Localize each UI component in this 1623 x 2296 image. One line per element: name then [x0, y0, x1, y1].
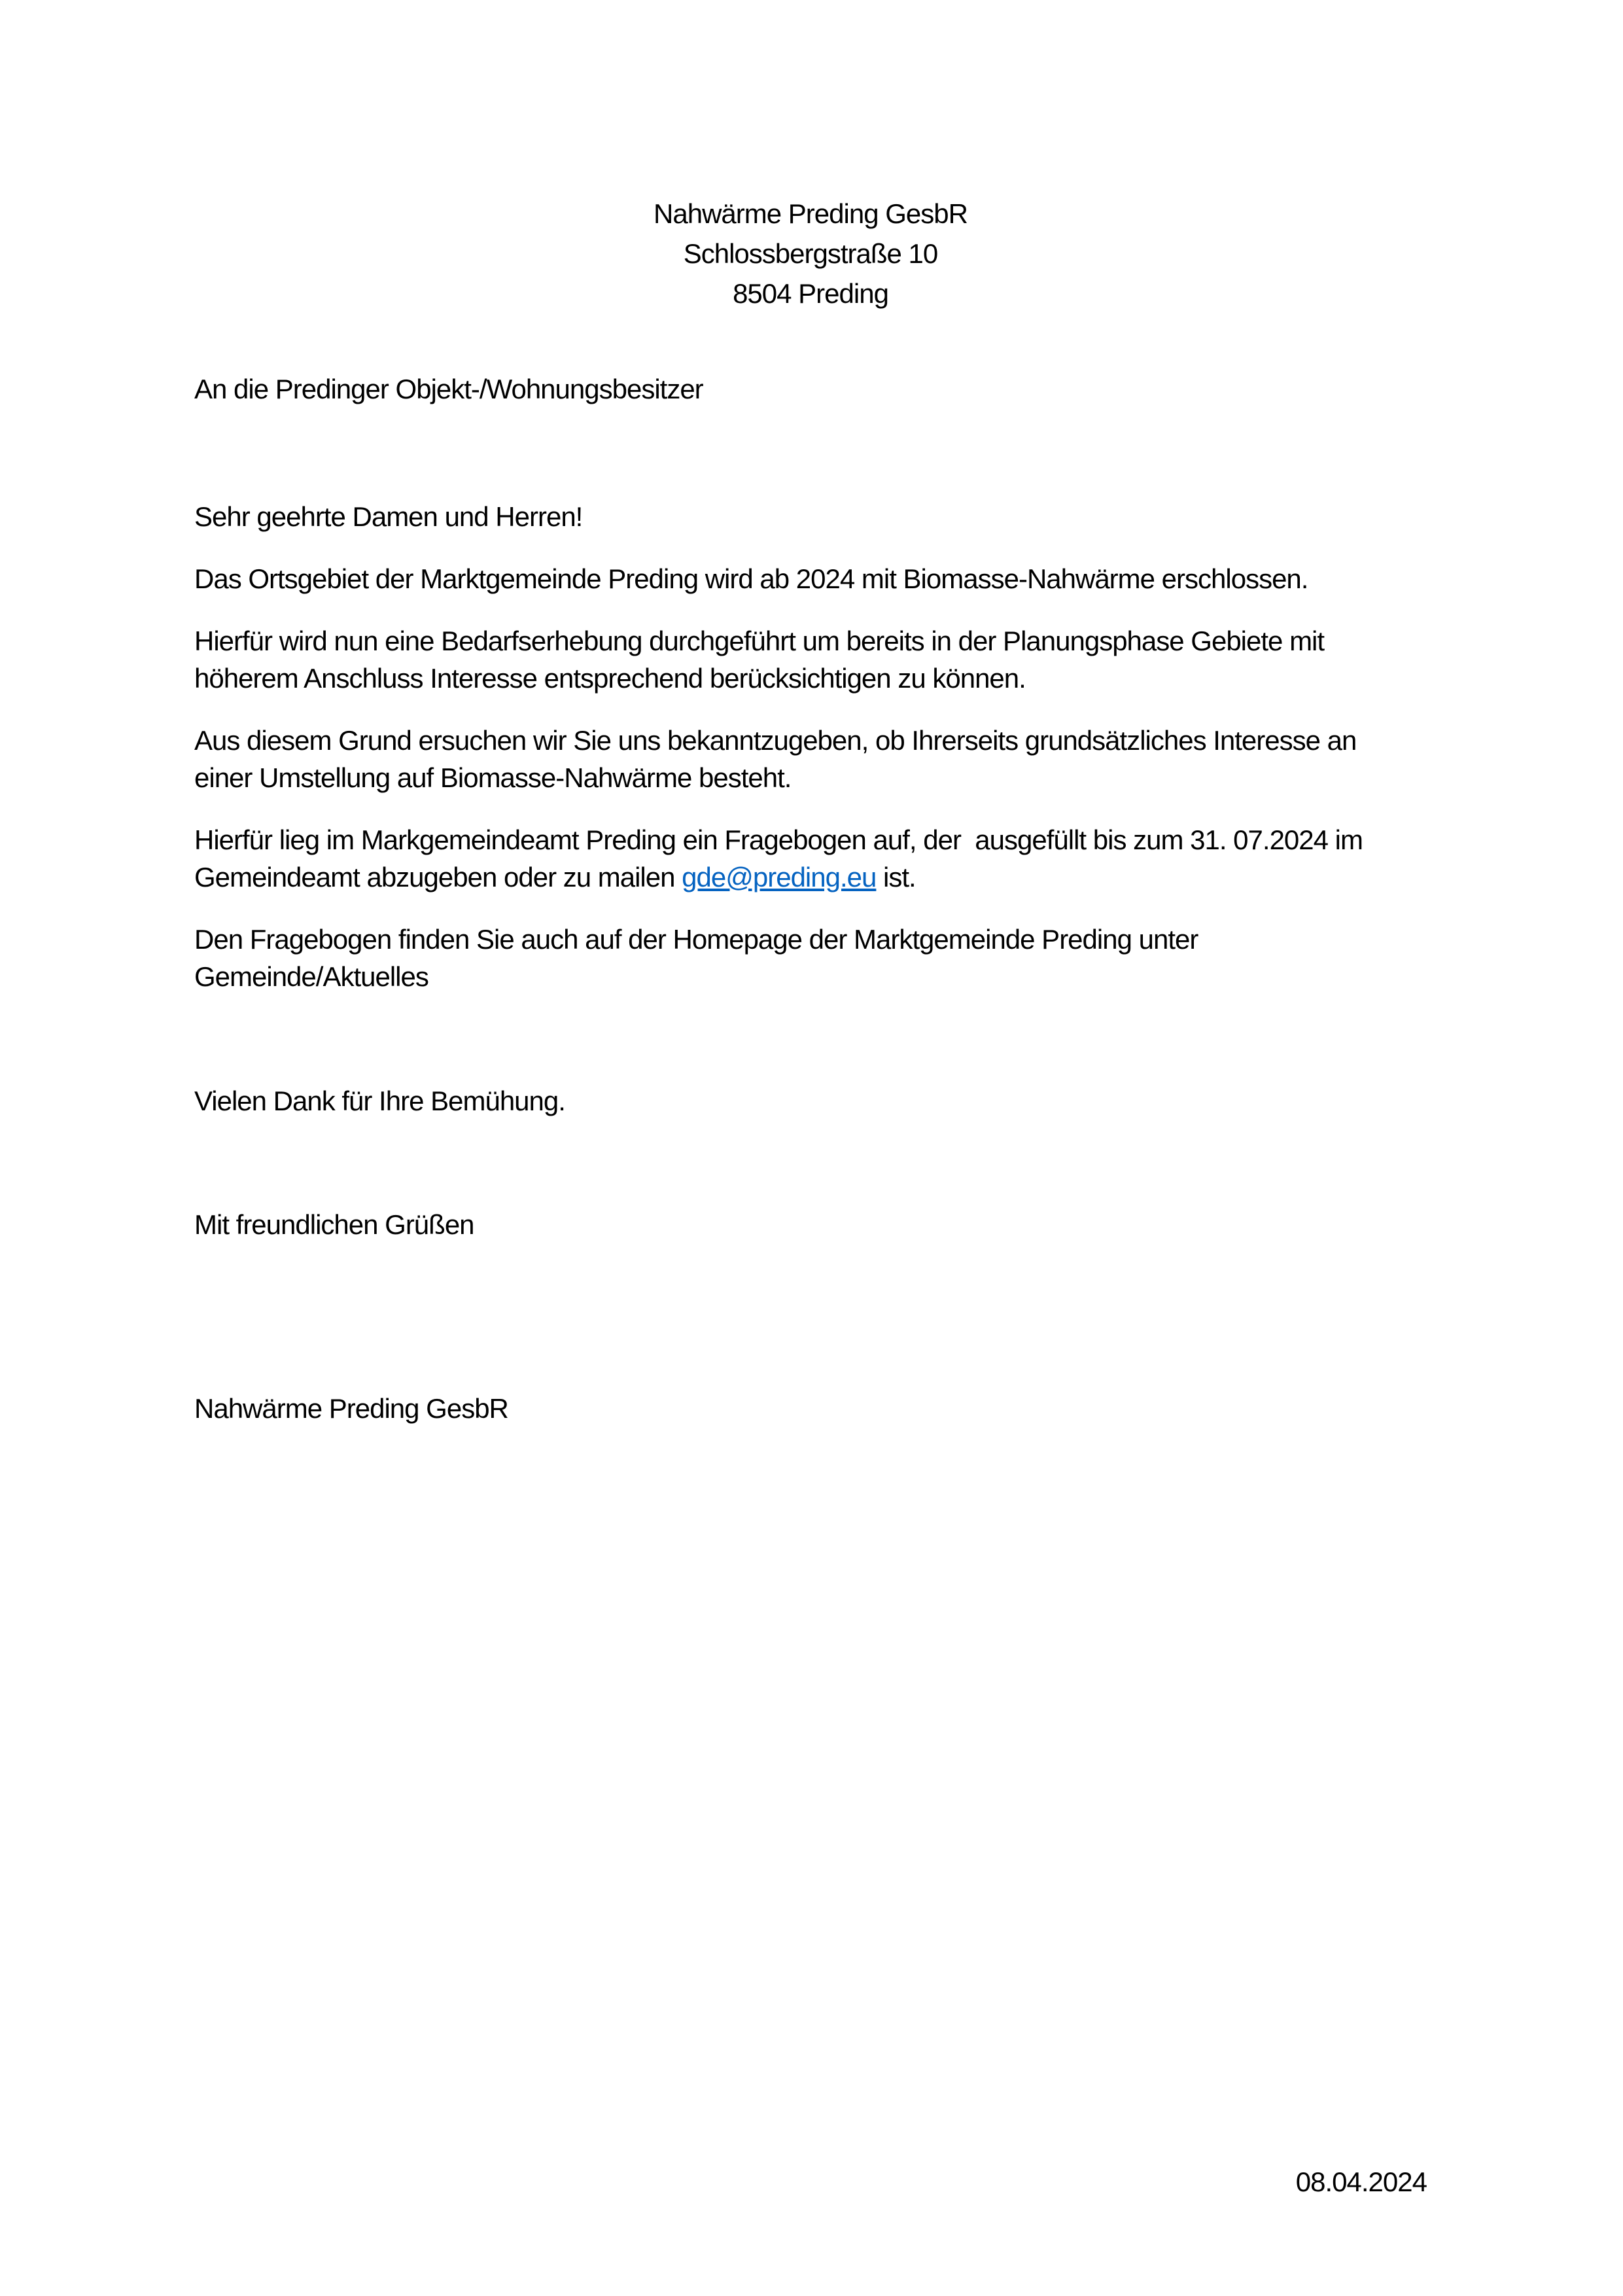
- body-line: Aus diesem Grund ersuchen wir Sie uns bekanntzugeben, ob Ihrerseits grundsätzliches Interesse an: [194, 725, 1357, 756]
- thanks-line: Vielen Dank für Ihre Bemühung.: [194, 1086, 565, 1116]
- paragraph-bedarfserhebung: [194, 622, 1427, 697]
- body-line-with-link: [194, 858, 1427, 896]
- sender-name: Nahwärme Preding GesbR: [654, 198, 968, 229]
- body-line: Gemeinde/Aktuelles: [194, 961, 428, 992]
- recipient-line: An die Predinger Objekt-/Wohnungsbesitzer: [194, 374, 703, 404]
- signature-line: Nahwärme Preding GesbR: [194, 1393, 508, 1424]
- body-line: einer Umstellung auf Biomasse-Nahwärme besteht.: [194, 762, 792, 793]
- email-link[interactable]: gde@preding.eu: [682, 862, 877, 892]
- body-line: Hierfür wird nun eine Bedarfserhebung durchgeführt um bereits in der Planungsphase Gebiete mit: [194, 626, 1325, 656]
- paragraph-homepage: [194, 921, 1427, 995]
- salutation: Sehr geehrte Damen und Herren!: [194, 501, 583, 532]
- paragraph-fragebogen: [194, 821, 1427, 896]
- letter-content: [194, 194, 1427, 1427]
- sender-city: 8504 Preding: [733, 278, 888, 309]
- sender-block: [194, 194, 1427, 313]
- date: 08.04.2024: [1295, 2166, 1427, 2197]
- sender-street: Schlossbergstraße 10: [683, 238, 938, 269]
- body-line: Hierfür lieg im Markgemeindeamt Preding ein Fragebogen auf, der ausgefüllt bis zum 31. 07.2024 im: [194, 824, 1363, 855]
- paragraph-interesse: [194, 722, 1427, 796]
- link-line-suffix: ist.: [876, 862, 916, 892]
- body-line: Den Fragebogen finden Sie auch auf der Homepage der Marktgemeinde Preding unter: [194, 924, 1198, 955]
- body-line: höherem Anschluss Interesse entsprechend berücksichtigen zu können.: [194, 663, 1026, 694]
- closing-line: Mit freundlichen Grüßen: [194, 1209, 474, 1240]
- body-line: Das Ortsgebiet der Marktgemeinde Preding wird ab 2024 mit Biomasse-Nahwärme erschlossen.: [194, 563, 1308, 594]
- paragraph-ortsgebiet: [194, 560, 1427, 597]
- link-line-prefix: Gemeindeamt abzugeben oder zu mailen: [194, 862, 682, 892]
